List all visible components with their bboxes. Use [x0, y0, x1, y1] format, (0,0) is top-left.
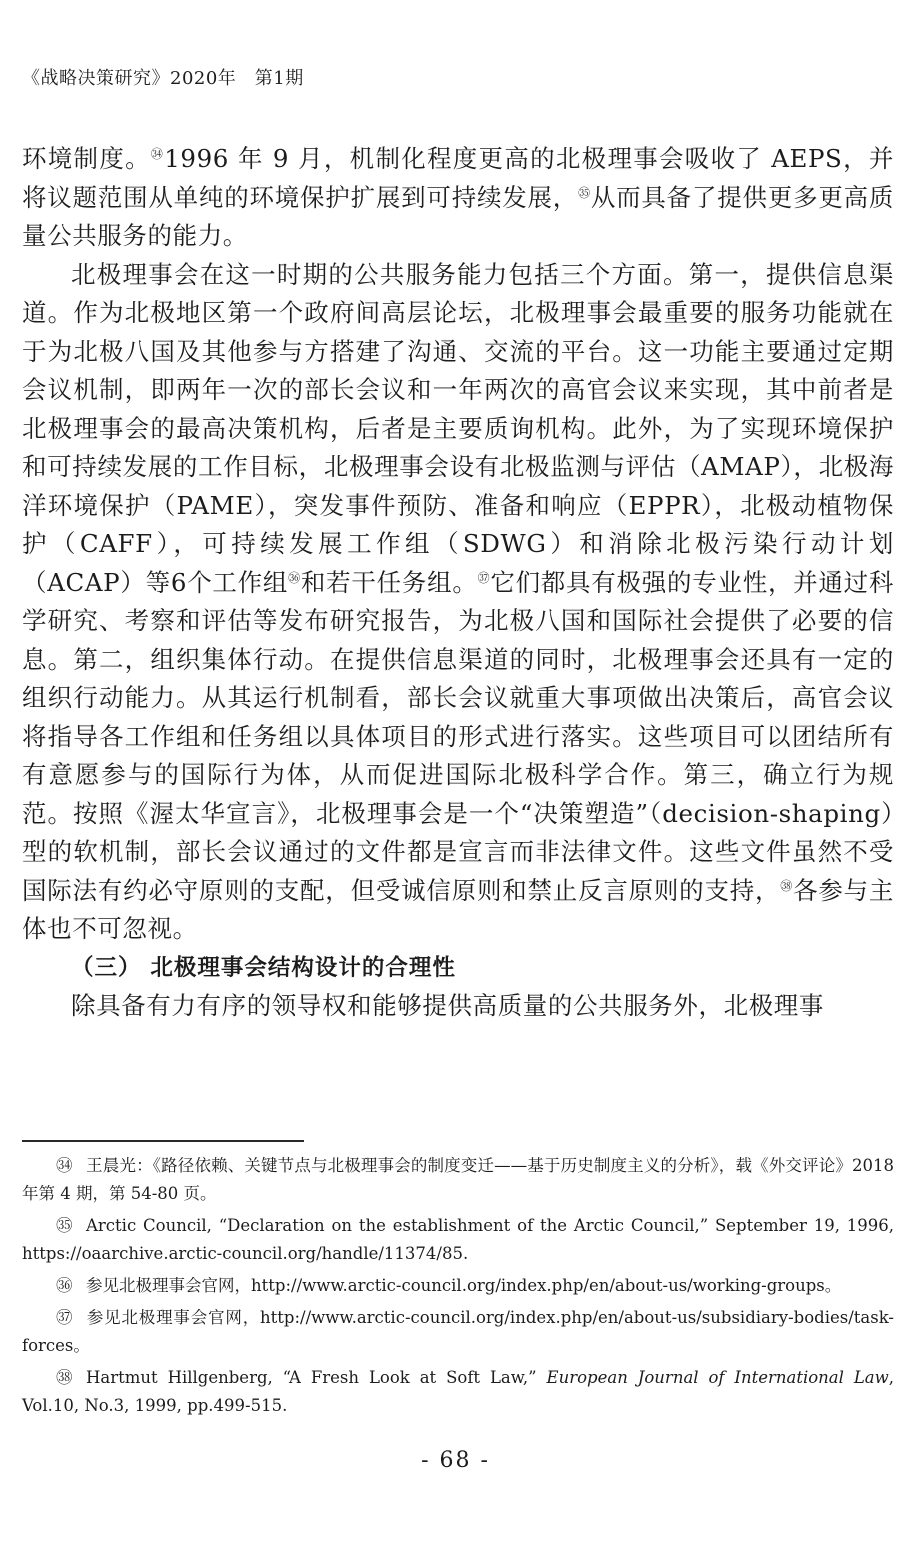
paragraph-3: 除具备有力有序的领导权和能够提供高质量的公共服务外，北极理事	[71, 991, 824, 1020]
page-number: - 68 -	[421, 1448, 490, 1473]
footnotes	[22, 1152, 894, 1424]
paragraph-1	[22, 140, 894, 256]
paragraph-text: 从而具备了提供更多更高质量公共服务的能力。	[22, 182, 894, 250]
footnote-36	[22, 1272, 894, 1300]
footnote-number: ㊱	[56, 1276, 73, 1295]
footnote-number: ㊳	[56, 1368, 73, 1387]
footnote-35	[22, 1212, 894, 1268]
section-heading: （三） 北极理事会结构设计的合理性	[71, 954, 456, 981]
footnote-text: Arctic Council, “Declaration on the establishment of the Arctic Council,” September 19, 1996, https://oaarchive.arctic-council.org/handle/11374/85.	[22, 1216, 894, 1263]
footnote-divider	[22, 1140, 304, 1142]
body-text	[22, 140, 894, 1026]
footnote-number: ㉟	[56, 1216, 73, 1235]
footnote-text: 参见北极理事会官网，http://www.arctic-council.org/index.php/en/about-us/subsidiary-bodies/task-forces。	[22, 1308, 894, 1355]
footnote-text: 参见北极理事会官网，http://www.arctic-council.org/index.php/en/about-us/working-groups。	[86, 1276, 842, 1295]
footnote-number: ㊲	[56, 1308, 73, 1327]
paragraph-text: 环境制度。	[22, 144, 151, 173]
paragraph-text: 和若干任务组。	[300, 567, 478, 597]
footnote-text: , Vol.10, No.3, 1999, pp.499-515.	[22, 1368, 894, 1415]
paragraph-text: 各参与主体也不可忽视。	[22, 875, 894, 943]
footnote-34	[22, 1152, 894, 1208]
journal-title: European Journal of International Law	[546, 1368, 889, 1387]
footnote-37	[22, 1304, 894, 1360]
footnote-ref-35[interactable]: ㉟	[578, 185, 591, 200]
footnote-ref-38[interactable]: ㊳	[780, 878, 794, 893]
footnote-ref-36[interactable]: ㊱	[288, 570, 301, 585]
footnote-number: ㉞	[56, 1156, 73, 1175]
footnote-text: Hartmut Hillgenberg, “A Fresh Look at Soft Law,”	[86, 1368, 547, 1387]
footnote-text: 王晨光：《路径依赖、关键节点与北极理事会的制度变迁——基于历史制度主义的分析》，载《外交评论》2018 年第 4 期，第 54-80 页。	[22, 1156, 894, 1203]
paragraph-text: 它们都具有极强的专业性，并通过科学研究、考察和评估等发布研究报告，为北极八国和国际社会提供了必要的信息。第二，组织集体行动。在提供信息渠道的同时，北极理事会还具有一定的组织行动能力。从其运行机制看，部长会议就重大事项做出决策后，高官会议将指导各工作组和任务组以具体项目的形式进行落实。这些项目可以团结所有有意愿参与的国际行为体，从而促进国际北极科学合作。第三，确立行为规范。按照《渥太华宣言》，北极理事会是一个“决策塑造”（decision-shaping）型的软机制，部长会议通过的文件都是宣言而非法律文件。这些文件虽然不受国际法有约必守原则的支配，但受诚信原则和禁止反言原则的支持，	[22, 567, 895, 905]
footnote-ref-34[interactable]: ㉞	[150, 146, 165, 161]
footnote-38	[22, 1364, 894, 1420]
running-header: 《战略决策研究》2020年 第1期	[22, 68, 304, 89]
paragraph-2	[22, 256, 894, 949]
paragraph-text: 北极理事会在这一时期的公共服务能力包括三个方面。第一，提供信息渠道。作为北极地区第一个政府间高层论坛，北极理事会最重要的服务功能就在于为北极八国及其他参与方搭建了沟通、交流的平台。这一功能主要通过定期会议机制，即两年一次的部长会议和一年两次的高官会议来实现，其中前者是北极理事会的最高决策机构，后者是主要质询机构。此外，为了实现环境保护和可持续发展的工作目标，北极理事会设有北极监测与评估（AMAP），北极海洋环境保护（PAME），突发事件预防、准备和响应（EPPR），北极动植物保护（CAFF），可持续发展工作组（SDWG）和消除北极污染行动计划（ACAP）等6个工作组	[22, 259, 894, 597]
footnote-ref-37[interactable]: ㊲	[477, 570, 491, 585]
paragraph-text: 1996 年 9 月，机制化程度更高的北极理事会吸收了 AEPS，并将议题范围从单纯的环境保护扩展到可持续发展，	[22, 144, 894, 212]
